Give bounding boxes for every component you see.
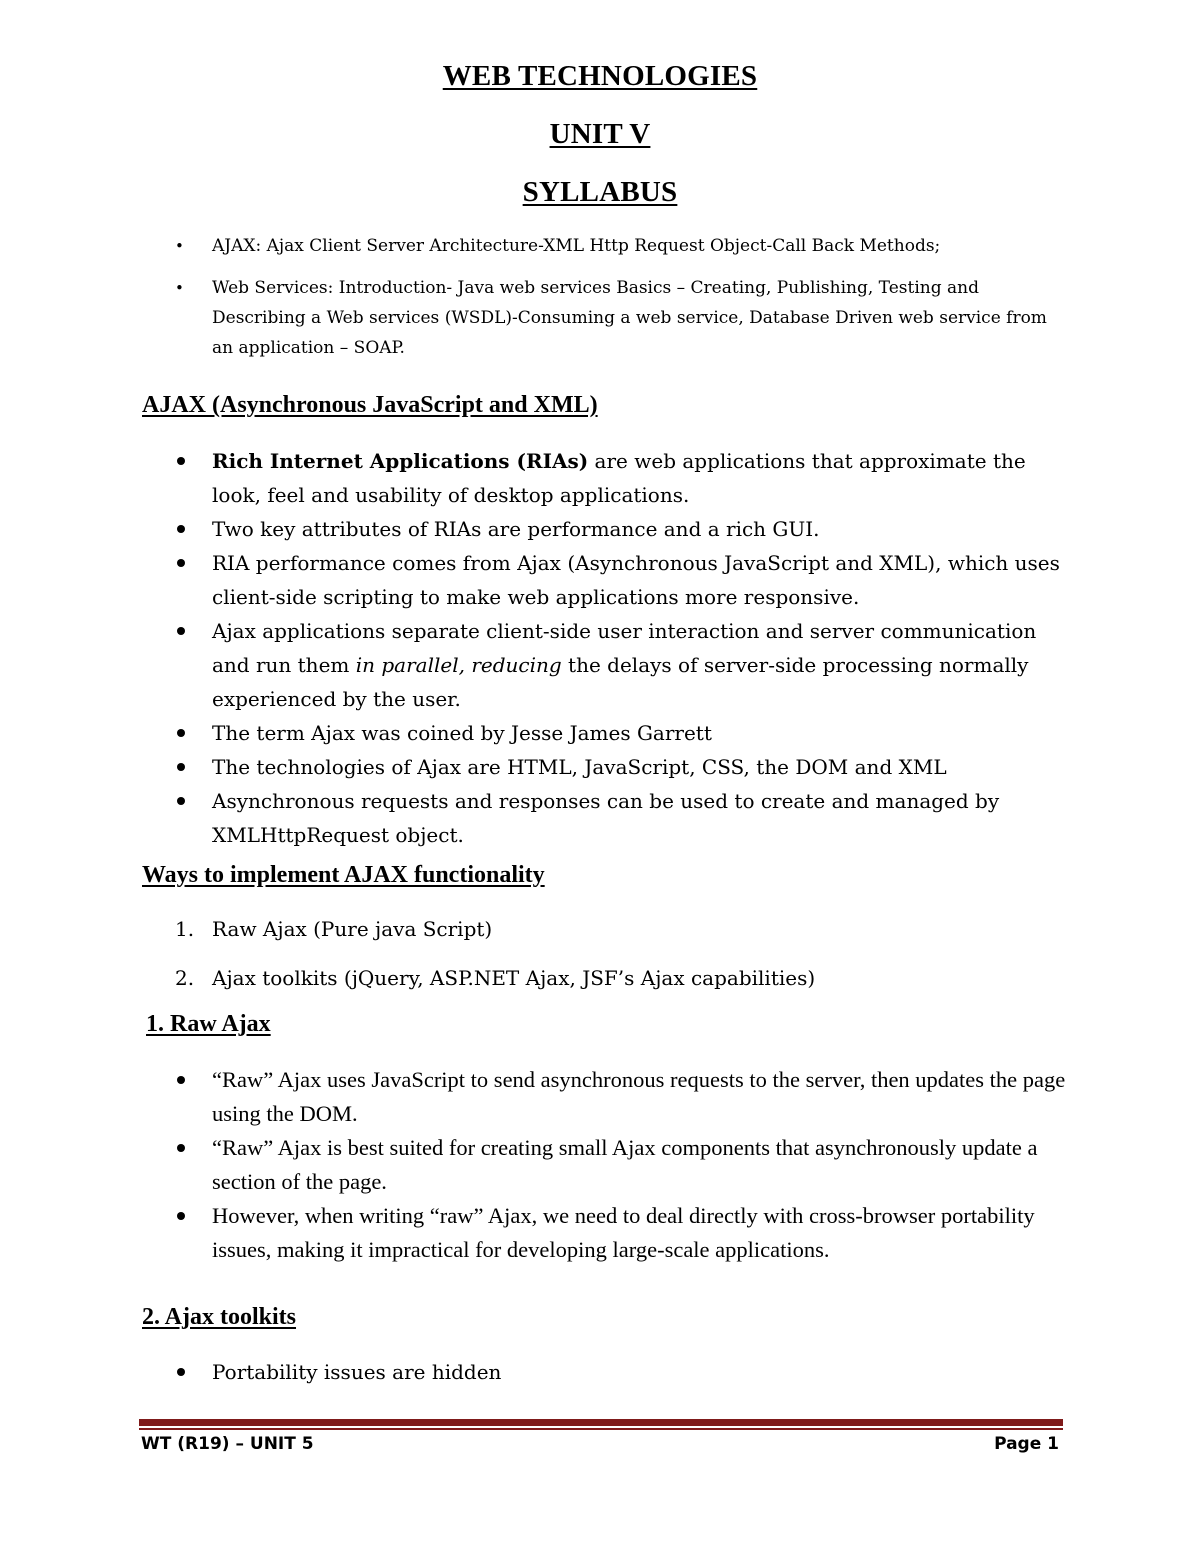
syllabus-item-web-services: • Web Services: Introduction- Java web services Basics – Creating, Publishing, Testing and Describing a Web services (WSDL)-Consuming a web service, Database Driven web service from an application – SOAP. bbox=[175, 273, 1055, 363]
footer-rule-thin bbox=[139, 1428, 1063, 1430]
raw-ajax-heading: 1. Raw Ajax bbox=[146, 1011, 271, 1037]
toolkits-heading: 2. Ajax toolkits bbox=[142, 1304, 297, 1330]
list-item: The technologies of Ajax are HTML, JavaScript, CSS, the DOM and XML bbox=[175, 750, 1075, 784]
ria-term: Rich Internet Applications (RIAs) bbox=[212, 449, 589, 473]
page-number: Page 1 bbox=[994, 1434, 1059, 1454]
ways-section-heading: Ways to implement AJAX functionality bbox=[142, 862, 545, 888]
list-item: RIA performance comes from Ajax (Asynchronous JavaScript and XML), which uses client-side scripting to make web applications more responsive. bbox=[175, 546, 1075, 614]
footer-left-text: WT (R19) – UNIT 5 bbox=[141, 1434, 314, 1454]
list-item: 2. Ajax toolkits (jQuery, ASP.NET Ajax, JSF’s Ajax capabilities) bbox=[175, 966, 816, 990]
list-item: “Raw” Ajax uses JavaScript to send asynchronous requests to the server, then updates the page using the DOM. bbox=[175, 1063, 1075, 1131]
ajax-section-heading: AJAX (Asynchronous JavaScript and XML) bbox=[142, 392, 598, 418]
ways-numbered-list bbox=[175, 912, 1075, 995]
list-item: Rich Internet Applications (RIAs) are web applications that approximate the look, feel and usability of desktop applications. bbox=[175, 444, 1075, 512]
toolkits-bullet-list bbox=[175, 1355, 1075, 1389]
list-item: The term Ajax was coined by Jesse James Garrett bbox=[175, 716, 1075, 750]
list-item: Two key attributes of RIAs are performance and a rich GUI. bbox=[175, 512, 1075, 546]
raw-ajax-bullet-list bbox=[175, 1063, 1075, 1267]
list-item: Portability issues are hidden bbox=[175, 1355, 1075, 1389]
list-item: “Raw” Ajax is best suited for creating small Ajax components that asynchronously update a section of the page. bbox=[175, 1131, 1075, 1199]
syllabus-item-ajax: • AJAX: Ajax Client Server Architecture-XML Http Request Object-Call Back Methods; bbox=[175, 231, 1055, 261]
syllabus-title: SYLLABUS bbox=[522, 176, 678, 208]
list-item: 1. Raw Ajax (Pure java Script) bbox=[175, 917, 493, 941]
unit-title: UNIT V bbox=[549, 118, 651, 150]
list-item: However, when writing “raw” Ajax, we need to deal directly with cross-browser portability issues, making it impractical for developing large-scale applications. bbox=[175, 1199, 1075, 1267]
ajax-bullet-list bbox=[175, 444, 1075, 852]
syllabus-list bbox=[175, 231, 1055, 363]
document-title: WEB TECHNOLOGIES bbox=[442, 60, 758, 92]
list-item: Ajax applications separate client-side user interaction and server communication and run them in parallel, reducing the delays of server-side processing normally experienced by the user. bbox=[175, 614, 1075, 716]
list-item: Asynchronous requests and responses can be used to create and managed by XMLHttpRequest object. bbox=[175, 784, 1075, 852]
footer-rule bbox=[139, 1419, 1063, 1426]
